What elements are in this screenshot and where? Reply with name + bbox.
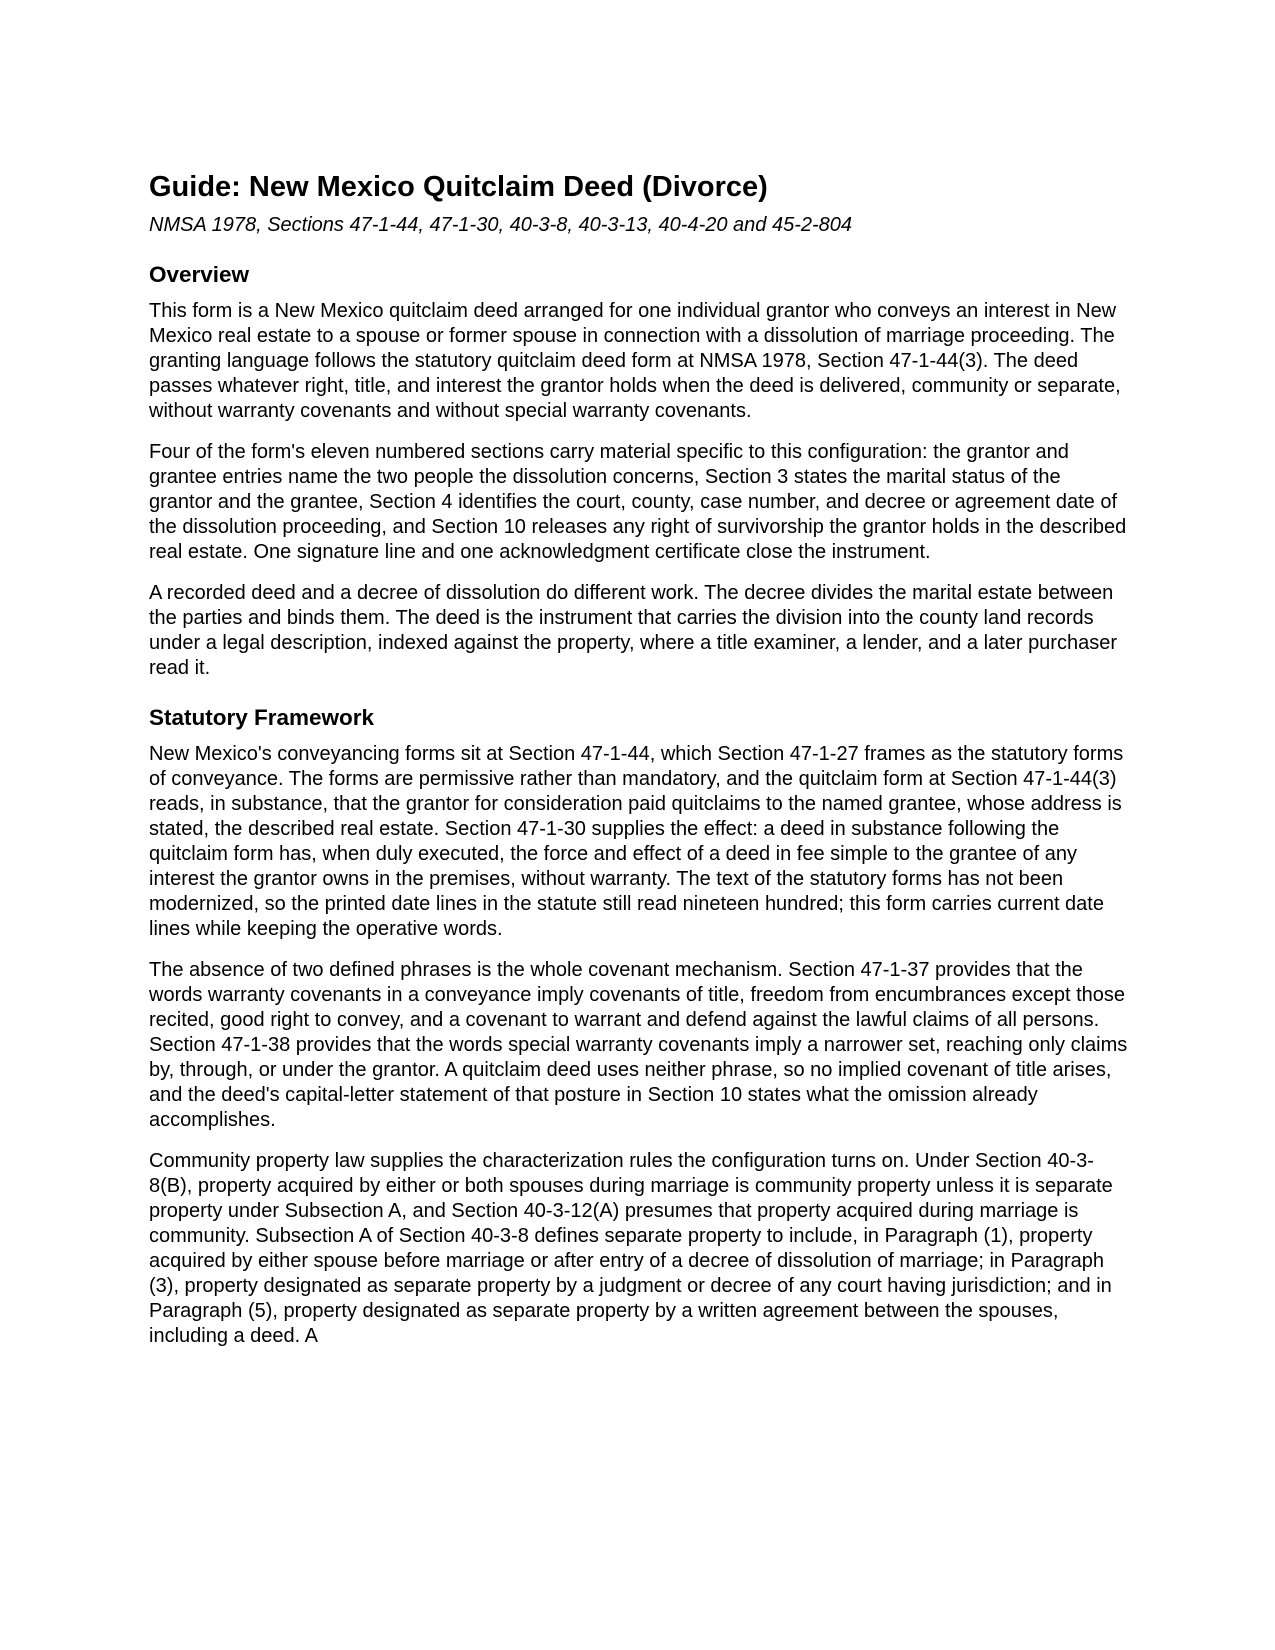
statutory-paragraph-1: New Mexico's conveyancing forms sit at Section 47-1-44, which Section 47-1-27 frames as the statutory forms of conveyance. The forms are permissive rather than mandatory, and the quitclaim form at Section 47-1-44(3) reads, in substance, that the grantor for consideration paid quitclaims to the named grantee, whose address is stated, the described real estate. Section 47-1-30 supplies the effect: a deed in substance following the quitclaim form has, when duly executed, the force and effect of a deed in fee simple to the grantee of any interest the grantor owns in the premises, without warranty. The text of the statutory forms has not been modernized, so the printed date lines in the statute still read nineteen hundred; this form carries current date lines while keeping the operative words. [149,743,1124,941]
document-title: Guide: New Mexico Quitclaim Deed (Divorce) [149,171,768,203]
overview-paragraph-1: This form is a New Mexico quitclaim deed arranged for one individual grantor who conveys an interest in New Mexico real estate to a spouse or former spouse in connection with a dissolution of marriage proceeding. The granting language follows the statutory quitclaim deed form at NMSA 1978, Section 47-1-44(3). The deed passes whatever right, title, and interest the grantor holds when the deed is delivered, community or separate, without warranty covenants and without special warranty covenants. [149,299,1121,422]
section-statutory-framework [149,704,1129,1349]
section-heading-statutory-framework: Statutory Framework [149,704,375,730]
statutory-paragraph-2: The absence of two defined phrases is the whole covenant mechanism. Section 47-1-37 provides that the words warranty covenants in a conveyance imply covenants of title, freedom from encumbrances except those recited, good right to convey, and a covenant to warrant and defend against the lawful claims of all persons. Section 47-1-38 provides that the words special warranty covenants imply a narrower set, reaching only claims by, through, or under the grantor. A quitclaim deed uses neither phrase, so no implied covenant of title arises, and the deed's capital-letter statement of that posture in Section 10 states what the omission already accomplishes. [149,959,1128,1132]
section-heading-overview: Overview [149,261,250,287]
document-page [149,170,1129,1349]
section-overview [149,261,1129,681]
overview-paragraph-2: Four of the form's eleven numbered sections carry material specific to this configuration: the grantor and grantee entries name the two people the dissolution concerns, Section 3 states the marital status of the grantor and the grantee, Section 4 identifies the court, county, case number, and decree or agreement date of the dissolution proceeding, and Section 10 releases any right of survivorship the grantor holds in the described real estate. One signature line and one acknowledgment certificate close the instrument. [149,440,1127,563]
overview-paragraph-3: A recorded deed and a decree of dissolution do different work. The decree divides the marital estate between the parties and binds them. The deed is the instrument that carries the division into the county land records under a legal description, indexed against the property, where a title examiner, a lender, and a later purchaser read it. [149,581,1117,679]
document-subtitle: NMSA 1978, Sections 47-1-44, 47-1-30, 40-3-8, 40-3-13, 40-4-20 and 45-2-804 [149,213,853,236]
statutory-paragraph-3: Community property law supplies the characterization rules the configuration turns on. Under Section 40-3-8(B), property acquired by either or both spouses during marriage is community property unless it is separate property under Subsection A, and Section 40-3-12(A) presumes that property acquired during marriage is community. Subsection A of Section 40-3-8 defines separate property to include, in Paragraph (1), property acquired by either spouse before marriage or after entry of a decree of dissolution of marriage; in Paragraph (3), property designated as separate property by a judgment or decree of any court having jurisdiction; and in Paragraph (5), property designated as separate property by a written agreement between the spouses, including a deed. A [149,1150,1113,1348]
